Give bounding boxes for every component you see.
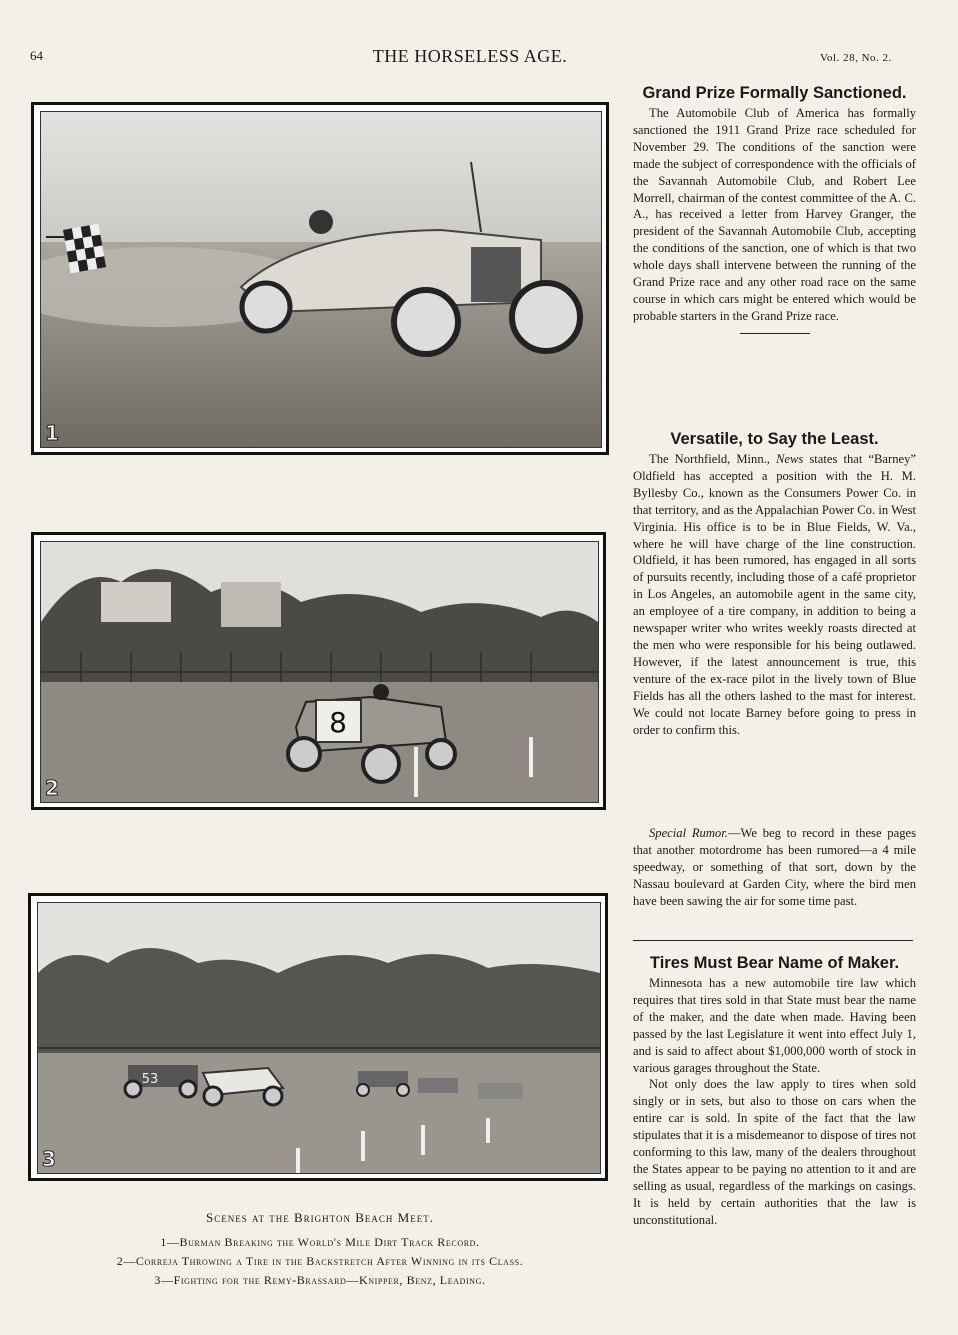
running-title: THE HORSELESS AGE.	[372, 46, 568, 66]
photo-number: 2	[45, 776, 59, 800]
caption-line-2: 2—Correja Throwing a Tire in the Backstretch After Winning in its Class.	[116, 1254, 524, 1268]
article-body	[633, 825, 916, 910]
caption-line-1: 1—Burman Breaking the World's Mile Dirt Track Record.	[160, 1235, 480, 1249]
volume-info: Vol. 28, No. 2.	[820, 52, 892, 64]
photo-3	[28, 893, 608, 1181]
article-body-rest: states that “Barney” Oldfield has accepted a position with the H. M. Byllesby Co., known as the Consumers Power Co. in that territory, and as the Appalachian Power Co. in West Virginia. His office is to be in Blue Fields, W. Va., where he will have charge of the line construction. Oldfield, it has been rumored, has engaged in all sorts of pursuits recently, including those of a café proprietor in Los Angeles, an automobile agent in the same city, an employee of a tire company, in addition to being a newspaper writer who writes weekly roasts directed at the men who were responsible for his being outlawed. However, if the latest announcement is true, this venture of the ex-race pilot in the lively town of Blue Fields has all the others lashed to the mast for interest. We could not locate Barney before going to press in order to confirm this.	[633, 452, 916, 737]
article-body-text: —We beg to record in these pages that another motordrome has been rumored—a 4 mile speedway, or something of that sort, down by the Nassau boulevard at Garden City, where the bird men have been sawing the air for some time past.	[633, 826, 916, 908]
article-grand-prize	[633, 84, 916, 344]
article-body: The Automobile Club of America has formally sanctioned the 1911 Grand Prize race scheduled for November 29. The conditions of the sanction were made the subject of correspondence with the officials of the Savannah Automobile Club, and Robert Lee Morrell, chairman of the contest committee of the A. C. A., has received a letter from Harvey Granger, the president of the Savannah Automobile Club, accepting the conditions of the sanction, one of which is that two whole days shall intervene between the running of the Grand Prize race and any other road race on the same course in which cars might be entered which would be probable starters in the Grand Prize race.	[633, 106, 916, 323]
photo-3-image	[38, 903, 600, 1173]
photo-1	[31, 102, 609, 455]
article-headline: Tires Must Bear Name of Maker.	[649, 954, 900, 972]
photo-2	[31, 532, 606, 810]
article-special-rumor	[633, 825, 916, 910]
caption-line-3: 3—Fighting for the Remy-Brassard—Knipper, Benz, Leading.	[154, 1273, 486, 1287]
photo-number: 3	[42, 1147, 56, 1171]
photo-1-image	[41, 112, 601, 447]
article-versatile	[633, 430, 916, 738]
photo-number: 1	[45, 421, 59, 445]
article-body-start: The Northfield, Minn.,	[649, 452, 777, 466]
divider	[740, 333, 810, 334]
photo-captions	[30, 1208, 610, 1290]
article-headline: Grand Prize Formally Sanctioned.	[642, 84, 907, 102]
car-number-53: 53	[141, 1072, 159, 1087]
article-tires	[633, 954, 916, 1229]
article-body-2: Not only does the law apply to tires when sold singly or in sets, but also to those on cars when the entire car is sold. In spite of the fact that the law stipulates that it is a misdemeanor to dispose of tires not conforming to this law, many of the dealers throughout the States appear to be paying no attention to it and are selling as usual, regardless of the markings on casings. It is held by certain authorities that the law is unconstitutional.	[633, 1077, 916, 1227]
photo-2-image	[41, 542, 598, 802]
article-body: Minnesota has a new automobile tire law which requires that tires sold in that State must bear the name of the maker, and the date when made. Having been passed by the last Legislature it went into effect July 1, and is said to affect about $1,000,000 worth of stock in various garages throughout the State.	[633, 976, 916, 1075]
car-number-8: 8	[329, 706, 347, 739]
article-label: Special Rumor.	[649, 826, 728, 840]
newspaper-name: News	[776, 452, 804, 466]
article-body	[633, 451, 916, 738]
divider	[633, 940, 913, 941]
caption-title: Scenes at the Brighton Beach Meet.	[206, 1210, 434, 1225]
page-number: 64	[30, 48, 43, 63]
article-headline: Versatile, to Say the Least.	[670, 430, 879, 448]
